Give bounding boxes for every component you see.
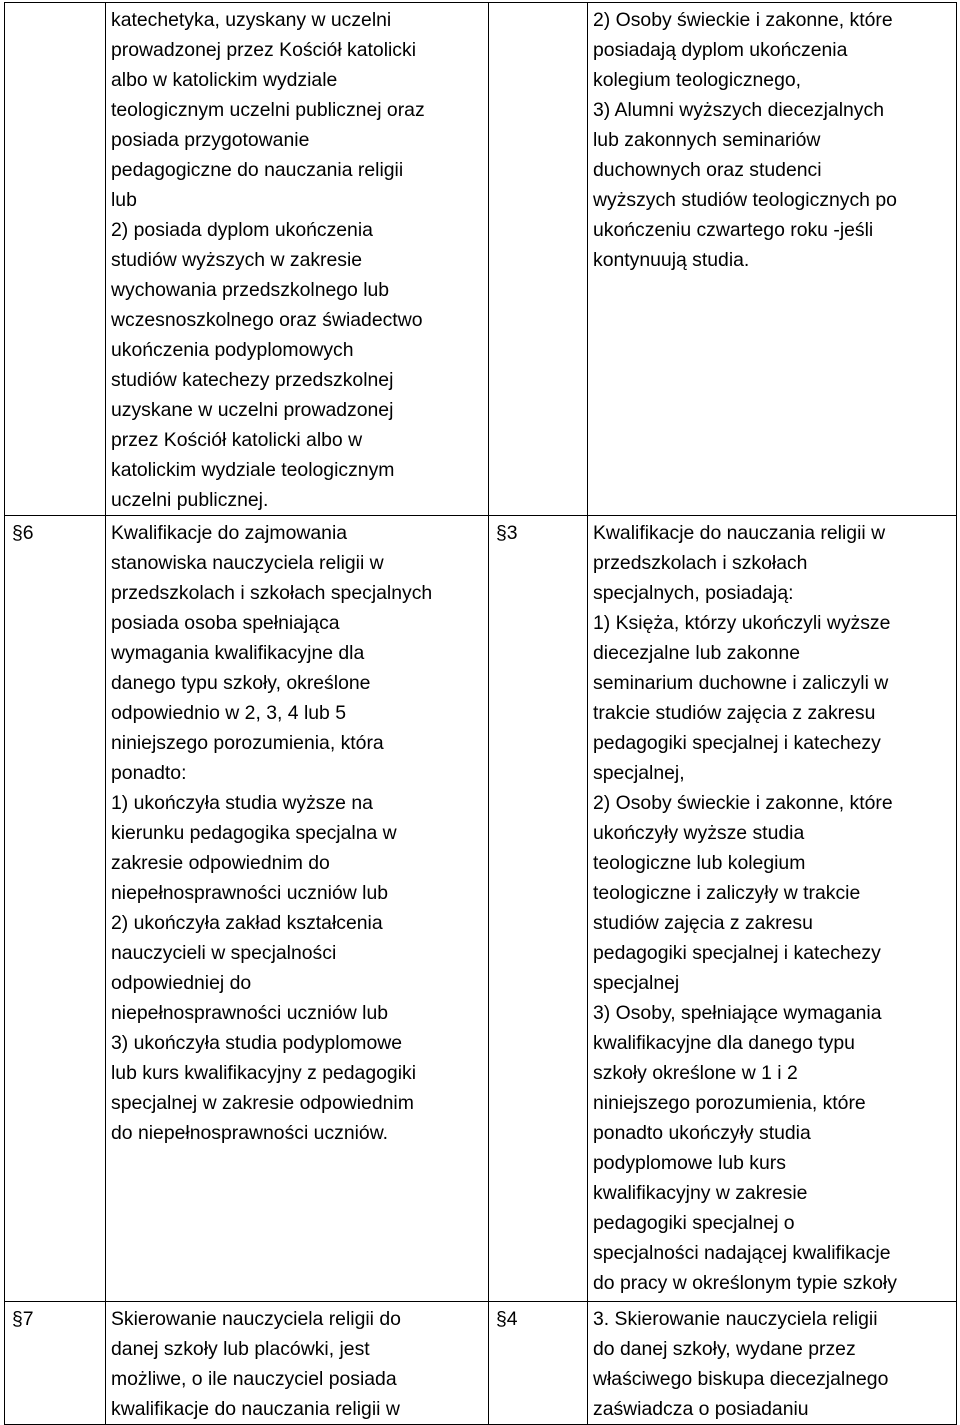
text-line: pedagogiki specjalnej i katechezy: [593, 732, 881, 754]
section-sign: §: [12, 1308, 23, 1330]
text-line: pedagogiki specjalnej o: [593, 1212, 795, 1234]
text-line: pedagogiki specjalnej i katechezy: [593, 942, 881, 964]
text-line: albo w katolickim wydziale: [111, 69, 338, 91]
text-line: niepełnosprawności uczniów lub: [111, 882, 389, 904]
text-line: ponadto:: [111, 762, 187, 784]
text-line: 3) Alumni wyższych diecezjalnych: [593, 99, 884, 121]
text-line: 3. Skierowanie nauczyciela religii: [593, 1308, 878, 1330]
text-line: danej szkoły lub placówki, jest: [111, 1338, 370, 1360]
left-section-text: [106, 1302, 489, 1425]
section-sign: §: [496, 1308, 507, 1330]
text-line: 3) Osoby, spełniające wymagania: [593, 1002, 882, 1024]
text-line: 2) Osoby świeckie i zakonne, które: [593, 9, 893, 31]
document-table-body: [5, 3, 957, 1425]
text-line: specjalnej: [593, 972, 680, 994]
right-section-number: [489, 516, 588, 1302]
text-line: niniejszego porozumienia, które: [593, 1092, 866, 1114]
document-table: [4, 2, 957, 1425]
text-line: katolickim wydziale teologicznym: [111, 459, 395, 481]
text-line: stanowiska nauczyciela religii w: [111, 552, 384, 574]
right-section-number: [489, 1302, 588, 1425]
table-row: [5, 3, 957, 516]
text-line: pedagogiczne do nauczania religii: [111, 159, 404, 181]
text-line: teologiczne lub kolegium: [593, 852, 806, 874]
text-line: Skierowanie nauczyciela religii do: [111, 1308, 401, 1330]
text-line: kwalifikacje do nauczania religii w: [111, 1398, 400, 1420]
text-line: uczelni publicznej.: [111, 489, 269, 511]
section-number-value: 7: [22, 1308, 34, 1330]
text-line: specjalnej,: [593, 762, 685, 784]
text-line: teologicznym uczelni publicznej oraz: [111, 99, 425, 121]
text-line: danego typu szkoły, określone: [111, 672, 371, 694]
text-line: ponadto ukończyły studia: [593, 1122, 811, 1144]
text-line: kierunku pedagogika specjalna w: [111, 822, 397, 844]
text-line: specjalności nadającej kwalifikacje: [593, 1242, 891, 1264]
text-line: studiów wyższych w zakresie: [111, 249, 363, 271]
text-line: właściwego biskupa diecezjalnego: [593, 1368, 889, 1390]
section-sign: §: [496, 522, 507, 544]
text-line: kwalifikacyjne dla danego typu: [593, 1032, 855, 1054]
text-line: 3) ukończyła studia podyplomowe: [111, 1032, 403, 1054]
text-line: nauczycieli w specjalności: [111, 942, 337, 964]
text-line: studiów zajęcia z zakresu: [593, 912, 813, 934]
text-line: posiadają dyplom ukończenia: [593, 39, 848, 61]
text-line: niniejszego porozumienia, która: [111, 732, 384, 754]
right-section-text: [588, 3, 957, 516]
text-line: trakcie studiów zajęcia z zakresu: [593, 702, 876, 724]
text-line: do danej szkoły, wydane przez: [593, 1338, 856, 1360]
text-line: posiada przygotowanie: [111, 129, 310, 151]
text-line: 1) Księża, którzy ukończyli wyższe: [593, 612, 891, 634]
text-line: wymagania kwalifikacyjne dla: [111, 642, 365, 664]
text-line: specjalnej w zakresie odpowiednim: [111, 1092, 414, 1114]
left-section-text: [106, 3, 489, 516]
text-line: podyplomowe lub kurs: [593, 1152, 786, 1174]
text-line: zakresie odpowiednim do: [111, 852, 330, 874]
text-line: przedszkolach i szkołach specjalnych: [111, 582, 433, 604]
right-section-text: [588, 1302, 957, 1425]
left-section-text: [106, 516, 489, 1302]
text-line: Kwalifikacje do zajmowania: [111, 522, 348, 544]
text-line: odpowiednio w 2, 3, 4 lub 5: [111, 702, 347, 724]
text-line: lub kurs kwalifikacyjny z pedagogiki: [111, 1062, 417, 1084]
text-line: kwalifikacyjny w zakresie: [593, 1182, 808, 1204]
text-line: 2) posiada dyplom ukończenia: [111, 219, 373, 241]
text-line: możliwe, o ile nauczyciel posiada: [111, 1368, 397, 1390]
text-line: Kwalifikacje do nauczania religii w: [593, 522, 886, 544]
text-line: do niepełnosprawności uczniów.: [111, 1122, 389, 1144]
text-line: wyższych studiów teologicznych po: [593, 189, 897, 211]
text-line: zaświadcza o posiadaniu: [593, 1398, 809, 1420]
text-line: duchownych oraz studenci: [593, 159, 822, 181]
right-section-text: [588, 516, 957, 1302]
text-line: wychowania przedszkolnego lub: [111, 279, 390, 301]
section-number-value: 3: [506, 522, 518, 544]
text-line: ukończenia podyplomowych: [111, 339, 354, 361]
text-line: katechetyka, uzyskany w uczelni: [111, 9, 392, 31]
text-line: 1) ukończyła studia wyższe na: [111, 792, 373, 814]
section-number-value: 6: [22, 522, 34, 544]
left-section-number: [5, 1302, 106, 1425]
text-line: lub zakonnych seminariów: [593, 129, 821, 151]
text-line: szkoły określone w 1 i 2: [593, 1062, 798, 1084]
text-line: lub: [111, 189, 137, 211]
text-line: kolegium teologicznego,: [593, 69, 802, 91]
table-row: [5, 1302, 957, 1425]
text-line: uzyskane w uczelni prowadzonej: [111, 399, 394, 421]
left-section-number: [5, 3, 106, 516]
text-line: niepełnosprawności uczniów lub: [111, 1002, 389, 1024]
text-line: przedszkolach i szkołach: [593, 552, 808, 574]
text-line: diecezjalne lub zakonne: [593, 642, 800, 664]
text-line: kontynuują studia.: [593, 249, 750, 271]
table-row: [5, 516, 957, 1302]
text-line: studiów katechezy przedszkolnej: [111, 369, 394, 391]
text-line: do pracy w określonym typie szkoły: [593, 1272, 897, 1294]
section-number-value: 4: [506, 1308, 518, 1330]
section-sign: §: [12, 522, 23, 544]
text-line: ukończeniu czwartego roku -jeśli: [593, 219, 874, 241]
text-line: prowadzonej przez Kościół katolicki: [111, 39, 417, 61]
text-line: odpowiedniej do: [111, 972, 252, 994]
right-section-number: [489, 3, 588, 516]
text-line: wczesnoszkolnego oraz świadectwo: [111, 309, 423, 331]
text-line: seminarium duchowne i zaliczyli w: [593, 672, 889, 694]
text-line: 2) Osoby świeckie i zakonne, które: [593, 792, 893, 814]
text-line: teologiczne i zaliczyły w trakcie: [593, 882, 861, 904]
text-line: ukończyły wyższe studia: [593, 822, 805, 844]
text-line: przez Kościół katolicki albo w: [111, 429, 363, 451]
text-line: 2) ukończyła zakład kształcenia: [111, 912, 383, 934]
text-line: specjalnych, posiadają:: [593, 582, 794, 604]
text-line: posiada osoba spełniająca: [111, 612, 340, 634]
left-section-number: [5, 516, 106, 1302]
